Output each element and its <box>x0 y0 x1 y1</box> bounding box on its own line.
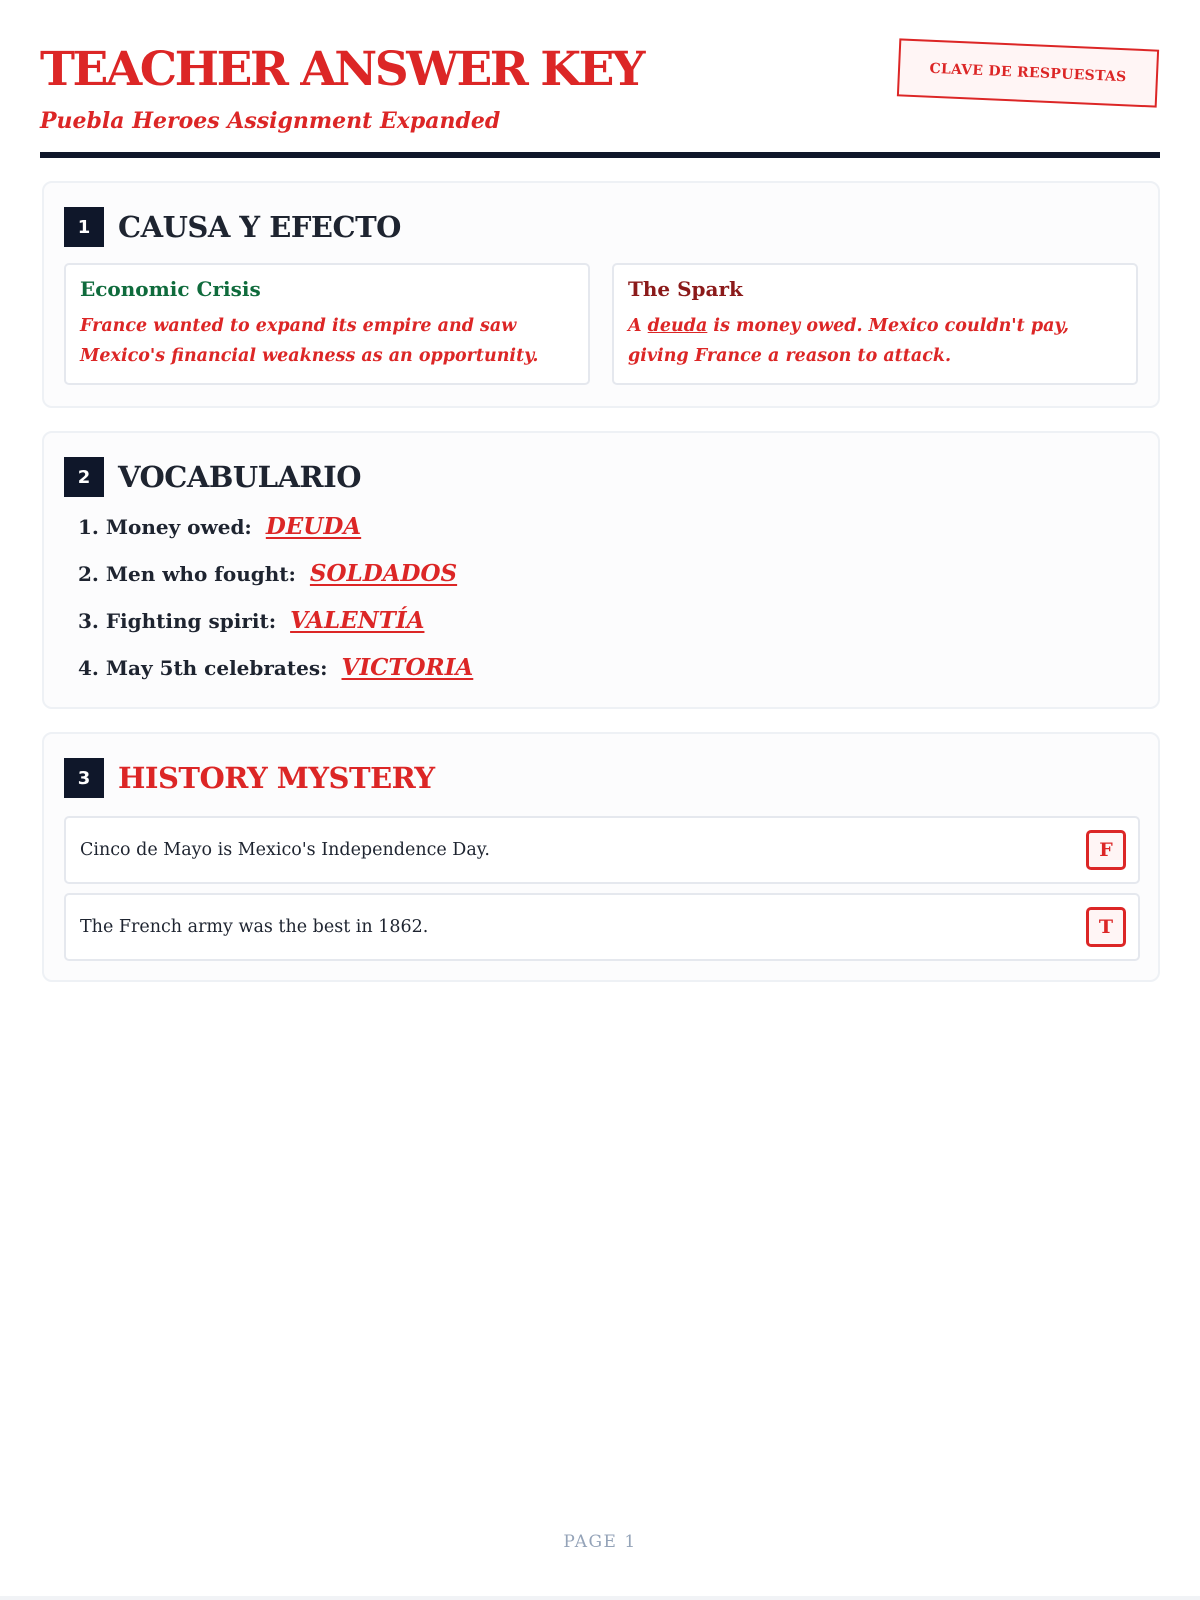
true-false-item <box>64 816 1140 884</box>
card-title: Economic Crisis <box>80 277 261 301</box>
section-title: HISTORY MYSTERY <box>118 761 435 795</box>
card-answer-end: is money owed. Mexico couldn't pay, giving France a reason to attack. <box>628 316 1069 366</box>
section-number-badge: 2 <box>64 457 104 497</box>
page-bottom-edge <box>0 1596 1200 1600</box>
answer-key-stamp: CLAVE DE RESPUESTAS <box>897 38 1159 107</box>
true-false-item <box>64 893 1140 961</box>
section-header <box>64 207 401 247</box>
statement-text: The French army was the best in 1862. <box>80 917 429 937</box>
section-number-badge: 3 <box>64 758 104 798</box>
vocabulary-list <box>78 513 473 701</box>
section-history-mystery <box>42 732 1160 982</box>
card-answer-start: A <box>628 316 648 336</box>
vocabulary-prompt: 1. Money owed: <box>78 515 252 539</box>
vocabulary-item <box>78 560 473 607</box>
vocabulary-answer: SOLDADOS <box>309 560 458 587</box>
vocabulary-prompt: 3. Fighting spirit: <box>78 609 277 633</box>
section-cause-effect <box>42 181 1160 408</box>
card-answer <box>628 311 1122 371</box>
card-title: The Spark <box>628 277 743 301</box>
section-header <box>64 758 435 798</box>
statement-text: Cinco de Mayo is Mexico's Independence Day. <box>80 840 490 860</box>
section-vocabulary <box>42 431 1160 709</box>
cause-card-economic-crisis <box>64 263 590 385</box>
answer-box: F <box>1086 830 1126 870</box>
vocabulary-answer: VALENTÍA <box>290 607 425 634</box>
page-number: PAGE 1 <box>563 1532 637 1552</box>
section-title: CAUSA Y EFECTO <box>118 210 401 244</box>
answer-box: T <box>1086 907 1126 947</box>
page-subtitle: Puebla Heroes Assignment Expanded <box>40 108 501 134</box>
section-title: VOCABULARIO <box>118 460 361 494</box>
effect-card-the-spark <box>612 263 1138 385</box>
vocabulary-answer: VICTORIA <box>341 654 474 681</box>
section-header <box>64 457 361 497</box>
section-number-badge: 1 <box>64 207 104 247</box>
page-title: TEACHER ANSWER KEY <box>40 42 643 97</box>
vocabulary-answer: DEUDA <box>265 513 362 540</box>
card-answer: France wanted to expand its empire and saw Mexico's financial weakness as an opportunity. <box>80 316 539 366</box>
underlined-term: deuda <box>647 316 708 336</box>
header <box>40 40 1160 158</box>
vocabulary-prompt: 4. May 5th celebrates: <box>78 656 328 680</box>
vocabulary-item <box>78 654 473 701</box>
vocabulary-item <box>78 607 473 654</box>
vocabulary-prompt: 2. Men who fought: <box>78 562 296 586</box>
vocabulary-item <box>78 513 473 560</box>
